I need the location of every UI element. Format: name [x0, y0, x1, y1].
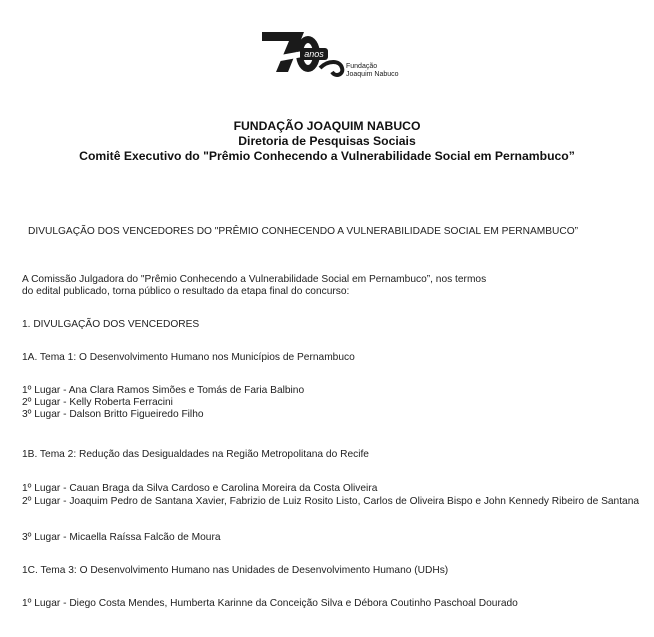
logo-org-line1: Fundação: [346, 63, 378, 70]
logo-org-line2: Joaquim Nabuco: [346, 71, 399, 78]
announcement-title: DIVULGAÇÃO DOS VENCEDORES DO "PRÊMIO CONHECENDO A VULNERABILIDADE SOCIAL EM PERNAMBUCO”: [28, 226, 579, 237]
document-header: [0, 119, 654, 164]
theme-1-title: 1A. Tema 1: O Desenvolvimento Humano nos Municípios de Pernambuco: [22, 352, 355, 363]
intro-line-1: A Comissão Julgadora do "Prêmio Conhecendo a Vulnerabilidade Social em Pernambuco”, nos termos: [22, 274, 487, 285]
theme-1-winner-1: 1º Lugar - Ana Clara Ramos Simões e Tomás de Faria Balbino: [22, 385, 305, 396]
theme-2-winner-3: 3º Lugar - Micaella Raíssa Falcão de Moura: [22, 532, 221, 543]
intro-line-2: do edital publicado, torna público o resultado da etapa final do concurso:: [22, 286, 350, 297]
theme-1-winner-3: 3º Lugar - Dalson Britto Figueiredo Filho: [22, 409, 204, 420]
header-line-committee: Comitê Executivo do "Prêmio Conhecendo a Vulnerabilidade Social em Pernambuco”: [79, 149, 575, 163]
header-line-org: FUNDAÇÃO JOAQUIM NABUCO: [233, 119, 421, 133]
theme-1-winner-2: 2º Lugar - Kelly Roberta Ferracini: [22, 397, 173, 408]
theme-2-winner-1: 1º Lugar - Cauan Braga da Silva Cardoso e Carolina Moreira da Costa Oliveira: [22, 483, 378, 494]
logo-years-text: anos: [304, 49, 324, 59]
theme-2-title: 1B. Tema 2: Redução das Desigualdades na Região Metropolitana do Recife: [22, 449, 369, 460]
theme-2-winner-2: 2º Lugar - Joaquim Pedro de Santana Xavier, Fabrizio de Luiz Rosito Listo, Carlos de Oliveira Bispo e John Kennedy Ribeiro de Santana: [22, 496, 640, 507]
fundaj-70-anos-logo: [258, 24, 418, 80]
theme-3-winner-1: 1º Lugar - Diego Costa Mendes, Humberta Karinne da Conceição Silva e Débora Coutinho Paschoal Dourado: [22, 598, 518, 609]
header-line-directorate: Diretoria de Pesquisas Sociais: [238, 134, 416, 148]
theme-3-title: 1C. Tema 3: O Desenvolvimento Humano nas Unidades de Desenvolvimento Humano (UDHs): [22, 565, 449, 576]
section-heading: 1. DIVULGAÇÃO DOS VENCEDORES: [22, 319, 200, 330]
